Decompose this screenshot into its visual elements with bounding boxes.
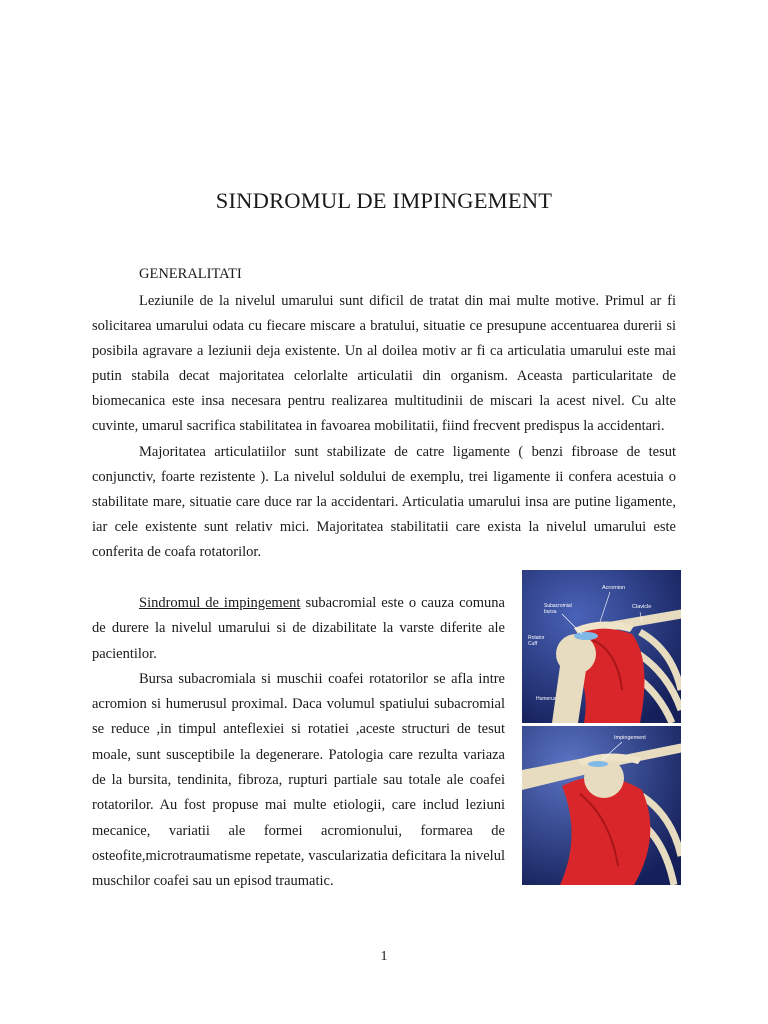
paragraph-ligaments: Majoritatea articulatiilor sunt stabilizate de catre ligamente ( benzi fibroase de tesut conjunctiv, foarte rezistente ). La nivelul soldului de exemplu, trei ligamente ii confera acestuia o stabilitate mare, situatie care duce rar la accidentari. Articulatia umarului insa are putine ligamente, iar cele existente sunt relativ mici. Majoritatea stabilitatii care exista la nivelul umarului este conferita de coafa rotatorilor. bbox=[92, 443, 676, 560]
humerus-label: Humerus bbox=[536, 696, 557, 702]
paragraph-bursa: Bursa subacromiala si muschii coafei rotatorilor se afla intre acromion si humerusul proximal. Daca volumul spatiului subacromial se reduce ,in timpul anteflexiei si rotatiei ,aceste structuri de tesut moale, sunt susceptibile la degenerare. Patologia care rezulta variaza de la bursita, tendinita, fibroza, rupturi partiale sau totale ale coafei rotatorilor. Au fost propuse mai multe etiologii, care includ leziuni mecanice, variatii ale formei acromionului, formarea de osteofite,microtraumatisme repetate, vascularizatia deficitara la nivelul muschilor coafei sau un episod traumatic. bbox=[92, 670, 505, 890]
section-heading: GENERALITATI bbox=[139, 266, 242, 282]
shoulder-anatomy-figure bbox=[522, 570, 681, 723]
shoulder-anatomy-illustration bbox=[522, 570, 681, 723]
impingement-figure bbox=[522, 726, 681, 885]
impingement-label: Impingement bbox=[614, 735, 646, 741]
bursa-label-line1: Subacromial bbox=[544, 603, 572, 609]
impingement-text: subacromial este o cauza comuna de durere la nivelul umarului si de dizabilitate la varste diferite ale pacientilor. bbox=[92, 595, 505, 662]
page-number: 1 bbox=[380, 949, 388, 964]
body-text-full-width bbox=[92, 289, 676, 565]
bursa-label-line2: bursa bbox=[544, 609, 557, 615]
acromion-label: Acromion bbox=[602, 585, 626, 591]
page-title: SINDROMUL DE IMPINGEMENT bbox=[215, 188, 553, 213]
body-text-narrow bbox=[92, 591, 505, 895]
impingement-term-link: Sindromul de impingement bbox=[139, 595, 301, 611]
paragraph-impingement bbox=[92, 591, 505, 667]
rotator-cuff-label-line2: Cuff bbox=[528, 641, 538, 647]
clavicle-label: Clavicle bbox=[632, 604, 652, 610]
paragraph-intro: Leziunile de la nivelul umarului sunt dificil de tratat din mai multe motive. Primul ar fi solicitarea umarului odata cu fiecare miscare a bratului, situatie ce presupune accentuarea durerii si posibila agravare a leziunii deja existente. Un al doilea motiv ar fi ca articulatia umarului este mai putin stabila decat majoritatea celorlalte articulatii din organism. Aceasta particularitate de biomecanica este insa necesara pentru realizarea multitudinii de miscari la acest nivel. Cu alte cuvinte, umarul sacrifica stabilitatea in favoarea mobilitatii, fiind frecvent predispus la accidentari. bbox=[92, 293, 676, 435]
impingement-illustration bbox=[522, 726, 681, 885]
rotator-cuff-label-line1: Rotator bbox=[528, 635, 545, 641]
